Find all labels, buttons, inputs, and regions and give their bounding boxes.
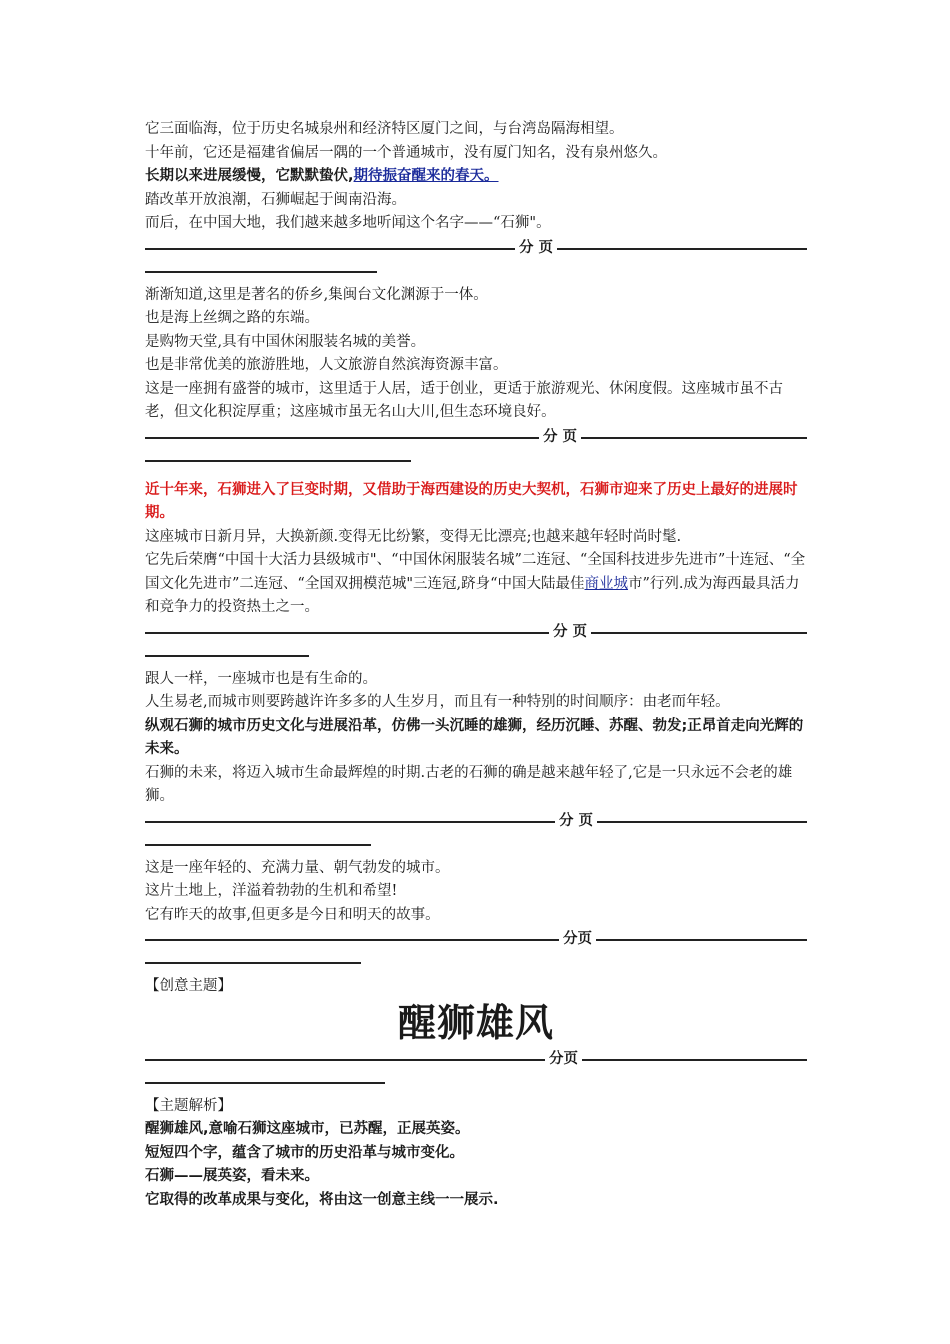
separator-label: 分 页 [555, 811, 597, 831]
separator-label: 分页 [545, 1049, 582, 1069]
paragraph: 而后，在中国大地，我们越来越多地听闻这个名字——“石狮"。 [145, 215, 551, 231]
page-break-separator [145, 622, 807, 668]
separator-line [145, 939, 807, 941]
paragraph: 也是海上丝绸之路的东端。 [145, 310, 319, 326]
paragraph: 石狮的未来，将迈入城市生命最辉煌的时期.古老的石狮的确是越来越年轻了,它是一只永远不会老的雄狮。 [145, 764, 793, 804]
paragraph: 渐渐知道,这里是著名的侨乡,集闽台文化渊源于一体。 [145, 286, 488, 303]
paragraph-text: 它先后荣膺“中国十大活力县级城市"、“中国休闲服装名城”二连冠、“全国科技进步先进市”十连冠、“全国文化先进市”二连冠、“全国双拥模范城"三连冠,跻身“中国大陆最佳 [145, 552, 806, 592]
page-break-separator [145, 427, 807, 473]
page-break-separator [145, 929, 807, 975]
bold-paragraph: 纵观石狮的城市历史文化与进展沿革，仿佛一头沉睡的雄狮，经历沉睡、苏醒、勃发;正昂首走向光辉的未来。 [145, 717, 804, 757]
paragraph: 这是一座年轻的、充满力量、朝气勃发的城市。 [145, 859, 450, 876]
hyperlink[interactable]: 商业城 [584, 575, 629, 592]
page-break-separator [145, 811, 807, 857]
bold-paragraph: 短短四个字，蕴含了城市的历史沿革与城市变化。 [145, 1144, 464, 1161]
separator-line [145, 962, 361, 964]
paragraph: 这片土地上，洋溢着勃勃的生机和希望! [145, 883, 398, 899]
theme-title: 醒狮雄风 [397, 1000, 554, 1045]
separator-line [145, 844, 371, 846]
paragraph [145, 549, 807, 620]
section-label: 【创意主题】 [145, 978, 232, 994]
bold-paragraph [145, 165, 807, 189]
bold-paragraph: 醒狮雄风,意喻石狮这座城市，已苏醒，正展英姿。 [145, 1121, 470, 1137]
highlight-paragraph: 近十年来，石狮进入了巨变时期，又借助于海西建设的历史大契机，石狮市迎来了历史上最好的进展时期。 [145, 481, 798, 521]
separator-label: 分页 [559, 929, 596, 949]
separator-label: 分 页 [539, 427, 581, 447]
bold-paragraph: 它取得的改革成果与变化，将由这一创意主线一一展示. [145, 1191, 499, 1208]
separator-label: 分 页 [549, 622, 591, 642]
paragraph: 十年前，它还是福建省偏居一隅的一个普通城市，没有厦门知名，没有泉州悠久。 [145, 144, 667, 161]
paragraph: 这座城市日新月异，大换新颜.变得无比纷繁，变得无比漂亮;也越来越年轻时尚时髦. [145, 528, 682, 545]
paragraph-text: 市”行列.成为海西最具活力和竞争力的投资热土之一。 [145, 575, 800, 615]
paragraph: 它有昨天的故事,但更多是今日和明天的故事。 [145, 906, 440, 923]
bold-text: 长期以来进展缓慢，它默默蛰伏, [145, 168, 354, 184]
separator-label: 分 页 [515, 238, 557, 258]
separator-line [145, 1059, 807, 1061]
paragraph: 跟人一样，一座城市也是有生命的。 [145, 670, 377, 687]
separator-line [145, 271, 377, 273]
document-page [145, 118, 807, 1212]
separator-line [145, 248, 807, 250]
separator-line [145, 632, 807, 634]
paragraph: 是购物天堂,具有中国休闲服装名城的美誉。 [145, 333, 426, 350]
separator-line [145, 437, 807, 439]
page-break-separator [145, 1049, 807, 1095]
section-label: 【主题解析】 [145, 1097, 232, 1114]
paragraph: 踏改革开放浪潮，石狮崛起于闽南沿海。 [145, 191, 406, 208]
separator-line [145, 1082, 385, 1084]
paragraph: 它三面临海，位于历史名城泉州和经济特区厦门之间，与台湾岛隔海相望。 [145, 121, 624, 137]
paragraph: 这是一座拥有盛誉的城市，这里适于人居，适于创业，更适于旅游观光、休闲度假。这座城市虽不古老，但文化积淀厚重；这座城市虽无名山大川,但生态环境良好。 [145, 380, 783, 420]
paragraph: 人生易老,而城市则要跨越许许多多的人生岁月，而且有一种特别的时间顺序：由老而年轻。 [145, 694, 730, 710]
separator-line [145, 821, 807, 823]
hyperlink[interactable]: 期待振奋醒来的春天。 [353, 168, 499, 184]
page-break-separator [145, 238, 807, 284]
separator-line [145, 460, 411, 462]
separator-line [145, 655, 309, 657]
paragraph: 也是非常优美的旅游胜地，人文旅游自然滨海资源丰富。 [145, 357, 508, 373]
bold-paragraph: 石狮——展英姿，看未来。 [145, 1168, 319, 1184]
